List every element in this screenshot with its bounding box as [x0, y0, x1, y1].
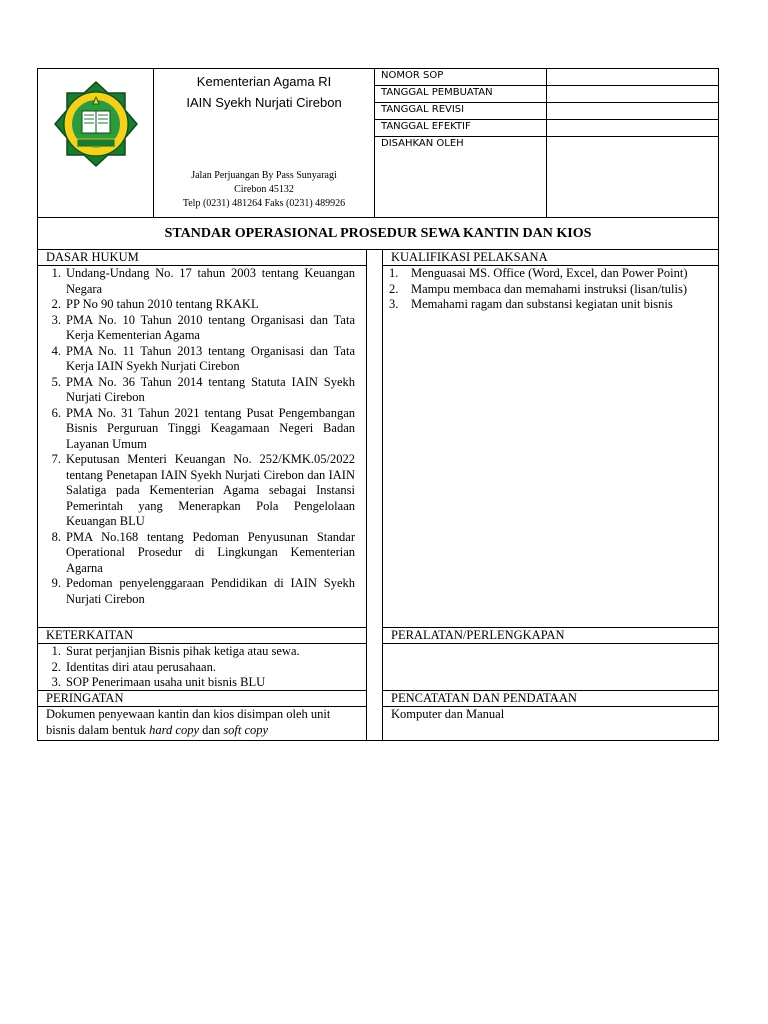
pencatatan-heading: PENCATATAN DAN PENDATAAN	[383, 690, 718, 707]
meta-label-tanggal-revisi: TANGGAL REVISI	[375, 103, 547, 119]
meta-value-disahkan-oleh	[547, 137, 718, 217]
section-row-keterkaitan-peralatan	[37, 627, 719, 690]
meta-label-tanggal-pembuatan: TANGGAL PEMBUATAN	[375, 86, 547, 102]
list-item: 8. PMA No.168 tentang Pedoman Penyusunan Standar Operational Prosedur di Lingkungan Kementerian Agarna	[51, 529, 355, 575]
keterkaitan-body	[38, 644, 366, 690]
peringatan-text: Dokumen penyewaan kantin dan kios disimpan oleh unit bisnis dalam bentuk	[46, 707, 331, 737]
meta-label-nomor-sop: NOMOR SOP	[375, 69, 547, 85]
list-item: 4. PMA No. 11 Tahun 2013 tentang Organisasi dan Tata Kerja IAIN Syekh Nurjati Cirebon	[51, 343, 355, 373]
section-row-dasar-kualifikasi	[37, 250, 719, 627]
meta-label-disahkan-oleh: DISAHKAN OLEH	[375, 137, 547, 217]
institution-ministry: Kementerian Agama RI	[196, 74, 332, 89]
list-item: 5. PMA No. 36 Tahun 2014 tentang Statuta IAIN Syekh Nurjati Cirebon	[51, 374, 355, 404]
kualifikasi-list	[383, 266, 718, 313]
peralatan-section	[383, 627, 718, 690]
meta-value-tanggal-efektif	[547, 120, 718, 136]
peringatan-body	[38, 707, 366, 740]
list-item: 2. PP No 90 tahun 2010 tentang RKAKL	[51, 297, 259, 311]
logo-cell	[38, 69, 154, 217]
list-item: 3. SOP Penerimaan usaha unit bisnis BLU	[51, 675, 266, 689]
pencatatan-section	[383, 690, 718, 740]
meta-row-tanggal-revisi	[375, 103, 718, 120]
sop-metadata	[375, 69, 718, 217]
kualifikasi-heading: KUALIFIKASI PELAKSANA	[383, 250, 718, 266]
peringatan-section	[38, 690, 367, 740]
address-phone: Telp (0231) 481264 Faks (0231) 489926	[182, 198, 346, 209]
meta-value-nomor-sop	[547, 69, 718, 85]
column-gap	[367, 690, 383, 740]
institution-name: IAIN Syekh Nurjati Cirebon	[186, 95, 342, 110]
meta-value-tanggal-revisi	[547, 103, 718, 119]
kualifikasi-body	[383, 266, 718, 627]
document-title: STANDAR OPERASIONAL PROSEDUR SEWA KANTIN DAN KIOS	[37, 218, 719, 250]
iain-syekh-nurjati-logo-icon	[51, 79, 141, 169]
dasar-hukum-heading: DASAR HUKUM	[38, 250, 366, 266]
list-item: 2. Mampu membaca dan memahami instruksi (lisan/tulis)	[389, 281, 687, 296]
dasar-hukum-section	[38, 250, 367, 627]
list-item: 1. Menguasai MS. Office (Word, Excel, dan Power Point)	[389, 266, 688, 280]
keterkaitan-list	[38, 644, 366, 691]
dasar-hukum-body	[38, 266, 366, 627]
institution-cell	[154, 69, 375, 217]
section-row-peringatan-pencatatan	[37, 690, 719, 741]
list-item: 1. Surat perjanjian Bisnis pihak ketiga atau sewa.	[51, 644, 300, 658]
dasar-hukum-list	[38, 266, 366, 607]
column-gap	[367, 627, 383, 690]
list-item: 1. Undang-Undang No. 17 tahun 2003 tentang Keuangan Negara	[51, 266, 355, 296]
meta-row-nomor-sop	[375, 69, 718, 86]
meta-row-disahkan-oleh	[375, 137, 718, 217]
meta-label-tanggal-efektif: TANGGAL EFEKTIF	[375, 120, 547, 136]
pencatatan-body: Komputer dan Manual	[391, 707, 505, 721]
list-item: 9. Pedoman penyelenggaraan Pendidikan di IAIN Syekh Nurjati Cirebon	[51, 576, 355, 606]
list-item: 3. Memahami ragam dan substansi kegiatan unit bisnis	[389, 297, 673, 311]
document-header	[37, 68, 719, 218]
peringatan-heading: PERINGATAN	[38, 690, 366, 707]
peralatan-heading: PERALATAN/PERLENGKAPAN	[383, 627, 718, 644]
list-item: 3. PMA No. 10 Tahun 2010 tentang Organisasi dan Tata Kerja Kementerian Agama	[51, 312, 355, 342]
peringatan-hard-copy: hard copy	[149, 722, 199, 737]
list-item: 7. Keputusan Menteri Keuangan No. 252/KMK.05/2022 tentang Penetapan IAIN Syekh Nurjati Cirebon dan IAIN Salatiga pada Kementerian Agama sebagai Instansi Pemerintah yang Menerapkan Pola Pengelolaan Keuangan BLU	[51, 452, 355, 528]
meta-row-tanggal-efektif	[375, 120, 718, 137]
sop-document	[37, 68, 719, 741]
institution-address	[154, 169, 374, 211]
column-gap	[367, 250, 383, 627]
keterkaitan-section	[38, 627, 367, 690]
list-item: 6. PMA No. 31 Tahun 2021 tentang Pusat Pengembangan Bisnis Perguruan Tinggi Keagamaan Negeri Badan Layanan Umum	[51, 405, 355, 451]
address-street: Jalan Perjuangan By Pass Sunyaragi	[191, 170, 337, 181]
address-city: Cirebon 45132	[234, 184, 294, 195]
meta-row-tanggal-pembuatan	[375, 86, 718, 103]
peringatan-conjunction: dan	[199, 722, 224, 737]
kualifikasi-section	[383, 250, 718, 627]
keterkaitan-heading: KETERKAITAN	[38, 627, 366, 644]
peringatan-soft-copy: soft copy	[223, 722, 269, 737]
list-item: 2. Identitas diri atau perusahaan.	[51, 659, 216, 674]
meta-value-tanggal-pembuatan	[547, 86, 718, 102]
peralatan-body	[383, 644, 718, 690]
